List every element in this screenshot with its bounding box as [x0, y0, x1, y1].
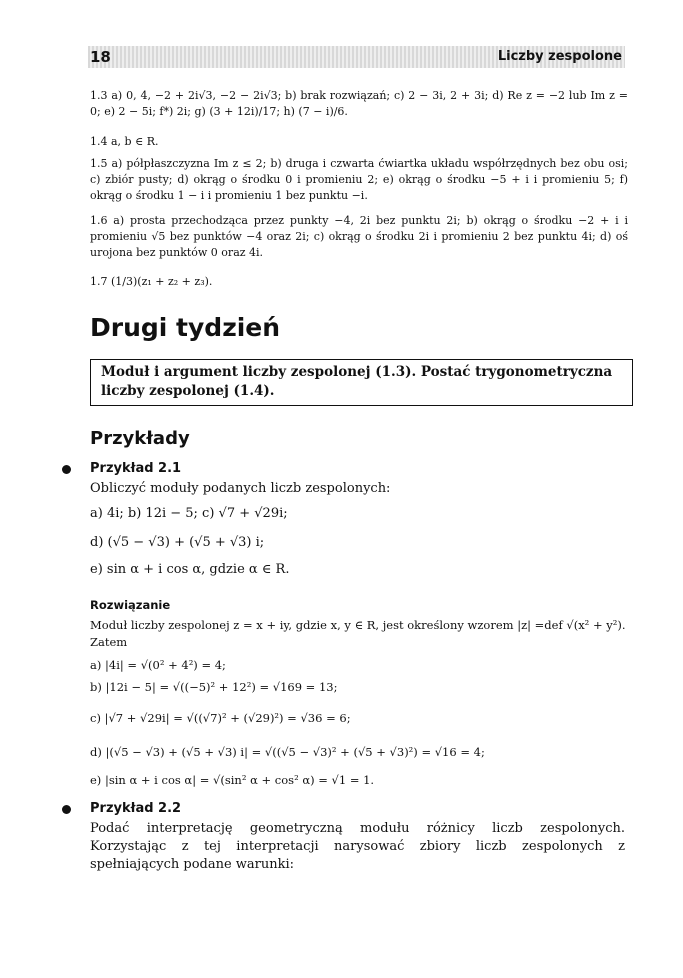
answer-1-6: 1.6 a) prosta przechodząca przez punkty −4, 2i bez punktu 2i; b) okrąg o środku −2 + i i promieniu √5 bez punktów −4 oraz 2i; c) okrąg o środku 2i i promieniu 2 bez punktu 4i; d) oś urojona bez punktów 0 oraz 4i.	[90, 214, 628, 259]
example-2-2-title: Przykład 2.2	[90, 801, 182, 816]
solution-line: a) |4i| = √(0² + 4²) = 4;	[90, 658, 226, 672]
topic-box: Moduł i argument liczby zespolonej (1.3). Postać trygonometryczna liczby zespolonej (1.4).	[90, 359, 633, 406]
solution-intro: Moduł liczby zespolonej z = x + iy, gdzie x, y ∈ R, jest określony wzorem |z| =def √(x² + y²).	[90, 618, 626, 632]
example-2-1-title: Przykład 2.1	[90, 461, 182, 476]
example-2-2-text: Podać interpretację geometryczną modułu różnicy liczb zespolonych. Korzystając z tej interpretacji narysować zbiory liczb zespolonych z spełniających podane warunki:	[90, 821, 625, 872]
bullet-icon	[62, 805, 71, 814]
answer-1-4: 1.4 a, b ∈ R.	[90, 135, 159, 148]
example-2-1-item: e) sin α + i cos α, gdzie α ∈ R.	[90, 562, 290, 577]
example-2-1-item: a) 4i; b) 12i − 5; c) √7 + √29i;	[90, 506, 288, 521]
page-number: 18	[90, 48, 111, 66]
solution-line: c) |√7 + √29i| = √((√7)² + (√29)²) = √36 = 6;	[90, 711, 351, 725]
example-2-1-item: d) (√5 − √3) + (√5 + √3) i;	[90, 535, 265, 550]
answer-1-5: 1.5 a) półpłaszczyzna Im z ≤ 2; b) druga i czwarta ćwiartka układu współrzędnych bez obu osi; c) zbiór pusty; d) okrąg o środku 0 i promieniu 2; e) okrąg o środku −5 + i i promieniu 5; f) okrąg o środku 1 − i i promieniu 1 bez punktu −i.	[90, 157, 628, 202]
solution-heading: Rozwiązanie	[90, 598, 171, 612]
answer-1-3: 1.3 a) 0, 4, −2 + 2i√3, −2 − 2i√3; b) brak rozwiązań; c) 2 − 3i, 2 + 3i; d) Re z = −2 lub Im z = 0; e) 2 − 5i; f*) 2i; g) (3 + 12i)/17; h) (7 − i)/6.	[90, 89, 628, 118]
week-title: Drugi tydzień	[90, 313, 281, 342]
answer-1-7: 1.7 (1/3)(z₁ + z₂ + z₃).	[90, 275, 213, 288]
chapter-title: Liczby zespolone	[497, 49, 622, 64]
page-header	[88, 46, 625, 68]
example-2-1-task: Obliczyć moduły podanych liczb zespolonych:	[90, 481, 391, 496]
examples-heading: Przykłady	[90, 428, 190, 449]
solution-line: d) |(√5 − √3) + (√5 + √3) i| = √((√5 − √3)² + (√5 + √3)²) = √16 = 4;	[90, 745, 485, 759]
solution-line: b) |12i − 5| = √((−5)² + 12²) = √169 = 13;	[90, 680, 338, 694]
solution-then: Zatem	[90, 635, 128, 649]
bullet-icon	[62, 465, 71, 474]
solution-line: e) |sin α + i cos α| = √(sin² α + cos² α) = √1 = 1.	[90, 773, 375, 787]
